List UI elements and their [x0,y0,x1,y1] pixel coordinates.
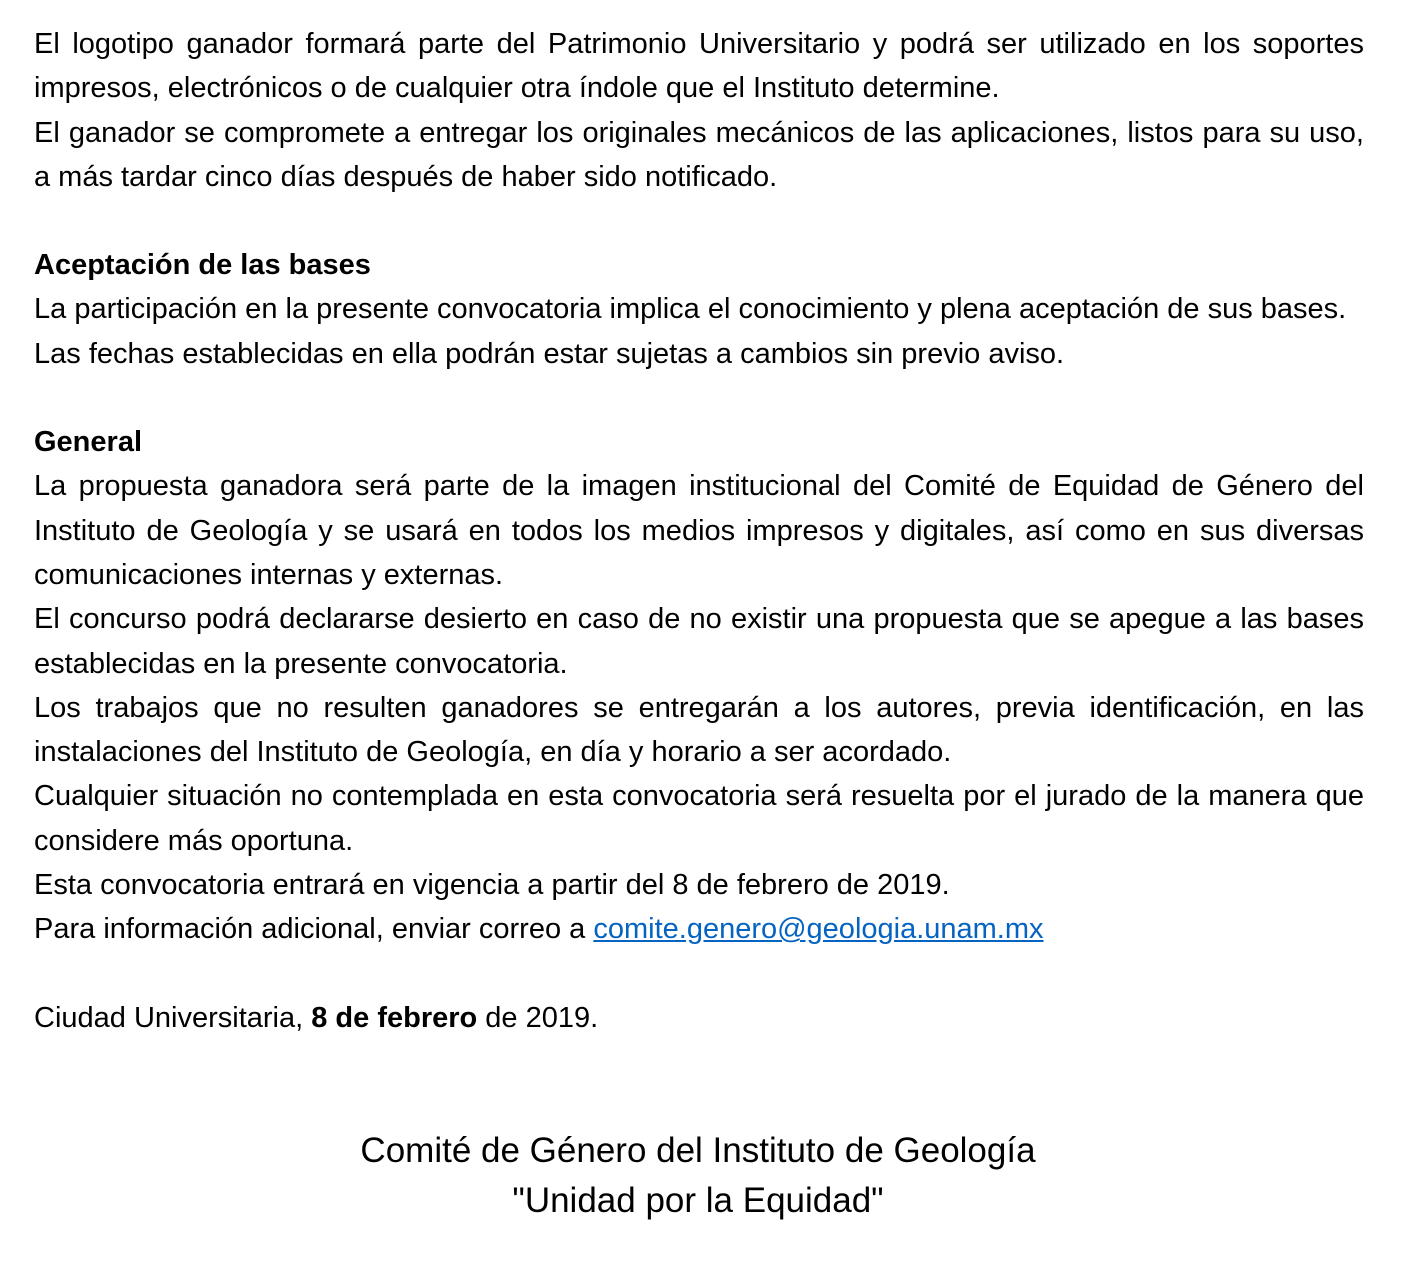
general-paragraph-jury-decisions: Cualquier situación no contemplada en esta convocatoria será resuelta por el jurado de la manera que considere más oportuna. [34,780,1364,857]
dateline-date: 8 de febrero [311,1001,478,1034]
section-heading-general: General [34,426,142,459]
section-spacer [34,376,1364,420]
dateline-place: Ciudad Universitaria, [34,1001,312,1034]
section-spacer [34,199,1364,243]
general-paragraph-institutional-image: La propuesta ganadora será parte de la imagen institucional del Comité de Equidad de Género del Instituto de Geología y se usará en todos los medios impresos y digitales, así como en sus diversas comunicaciones internas y externas. [34,470,1364,591]
section-spacer [34,952,1364,996]
general-paragraph-effective-date: Esta convocatoria entrará en vigencia a partir del 8 de febrero de 2019. [34,869,950,902]
section-heading-acceptance: Aceptación de las bases [34,249,371,282]
intro-paragraph-logo-ownership: El logotipo ganador formará parte del Patrimonio Universitario y podrá ser utilizado en los soportes impresos, electrónicos o de cualquier otra índole que el Instituto determine. [34,28,1364,105]
dateline [34,996,1364,1040]
acceptance-paragraph-dates: Las fechas establecidas en ella podrán estar sujetas a cambios sin previo aviso. [34,337,1065,370]
intro-paragraph-delivery: El ganador se compromete a entregar los originales mecánicos de las aplicaciones, listos para su uso, a más tardar cinco días después de haber sido notificado. [34,116,1364,193]
contact-email-link[interactable]: comite.genero@geologia.unam.mx [593,913,1044,946]
general-paragraph-deserted-contest: El concurso podrá declararse desierto en caso de no existir una propuesta que se apegue a las bases establecidas en la presente convocatoria. [34,603,1364,680]
contact-prefix-text: Para información adicional, enviar correo a [34,913,594,946]
dateline-year: de 2019. [477,1001,599,1034]
general-paragraph-contact [34,907,1364,951]
signature-motto: "Unidad por la Equidad" [512,1181,884,1220]
general-paragraph-return-works: Los trabajos que no resulten ganadores se entregarán a los autores, previa identificación, en las instalaciones del Instituto de Geología, en día y horario a ser acordado. [34,691,1364,769]
acceptance-paragraph-terms: La participación en la presente convocatoria implica el conocimiento y plena aceptación de sus bases. [34,293,1347,326]
signature-block [0,1126,1396,1226]
signature-committee-name: Comité de Género del Instituto de Geología [360,1131,1036,1170]
